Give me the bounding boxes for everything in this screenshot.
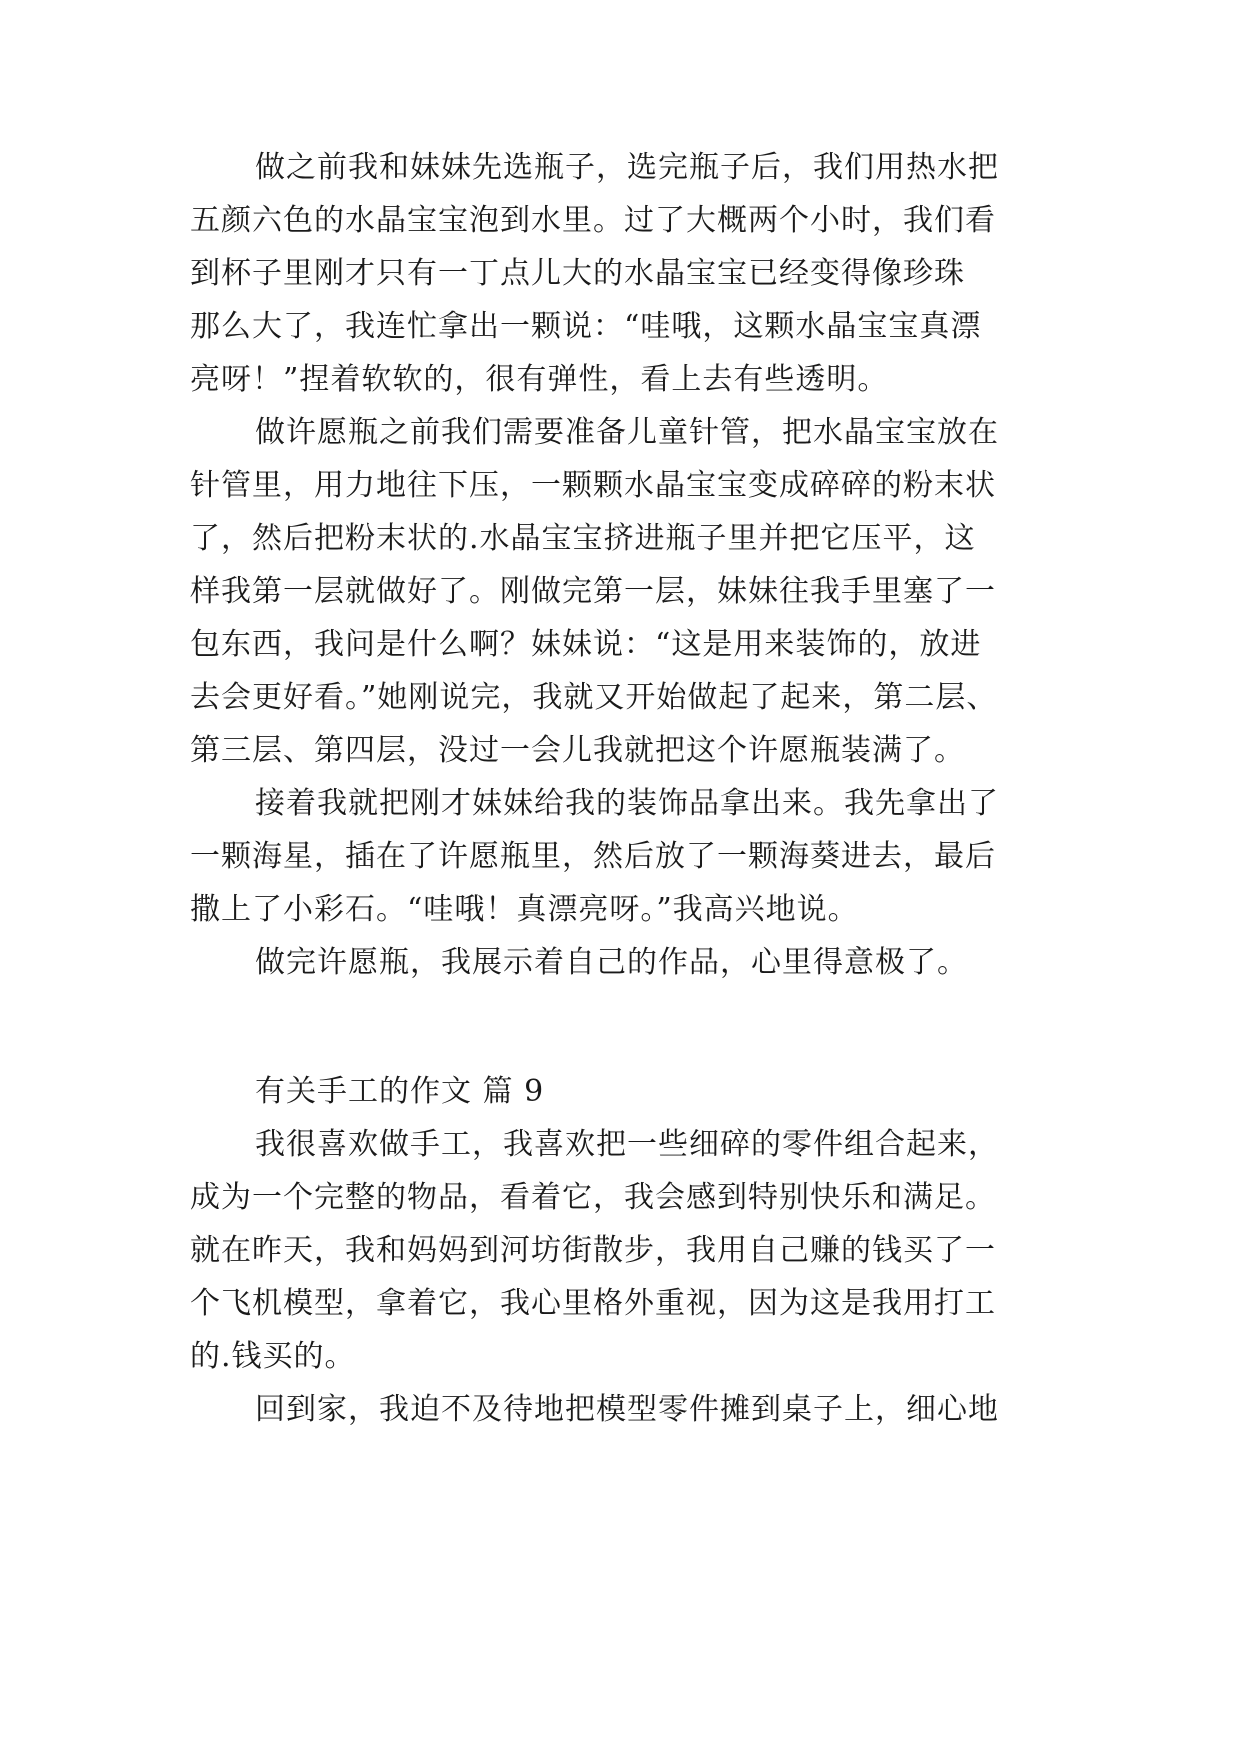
paragraph-line: 接着我就把刚才妹妹给我的装饰品拿出来。我先拿出了	[255, 786, 999, 821]
paragraph-line: 做之前我和妹妹先选瓶子，选完瓶子后，我们用热水把	[255, 150, 999, 185]
paragraph-line: 去会更好看。”她刚说完，我就又开始做起了起来，第二层、	[190, 680, 998, 715]
paragraph-line: 一颗海星，插在了许愿瓶里，然后放了一颗海葵进去，最后	[190, 839, 996, 874]
paragraph-line: 针管里，用力地往下压，一颗颗水晶宝宝变成碎碎的粉末状	[190, 468, 996, 503]
paragraph-line: 的.钱买的。	[190, 1339, 356, 1374]
paragraph-line: 包东西，我问是什么啊？妹妹说：“这是用来装饰的，放进	[190, 627, 982, 662]
paragraph-line: 亮呀！”捏着软软的，很有弹性，看上去有些透明。	[190, 362, 889, 397]
paragraph-line: 回到家，我迫不及待地把模型零件摊到桌子上，细心地	[255, 1392, 999, 1427]
paragraph-line: 做许愿瓶之前我们需要准备儿童针管，把水晶宝宝放在	[255, 415, 999, 450]
paragraph-line: 第三层、第四层，没过一会儿我就把这个许愿瓶装满了。	[190, 733, 965, 768]
paragraph-line: 到杯子里刚才只有一丁点儿大的水晶宝宝已经变得像珍珠	[190, 256, 965, 291]
paragraph-line: 我很喜欢做手工，我喜欢把一些细碎的零件组合起来，	[255, 1127, 999, 1162]
paragraph-line: 了，然后把粉末状的.水晶宝宝挤进瓶子里并把它压平，这	[190, 521, 976, 556]
paragraph-line: 个飞机模型，拿着它，我心里格外重视，因为这是我用打工	[190, 1286, 996, 1321]
section-heading: 有关手工的作文 篇 9	[255, 1074, 545, 1109]
paragraph-line: 做完许愿瓶，我展示着自己的作品，心里得意极了。	[255, 945, 968, 980]
paragraph-line: 样我第一层就做好了。刚做完第一层，妹妹往我手里塞了一	[190, 574, 996, 609]
paragraph-line: 就在昨天，我和妈妈到河坊街散步，我用自己赚的钱买了一	[190, 1233, 996, 1268]
paragraph-line: 撒上了小彩石。“哇哦！真漂亮呀。”我高兴地说。	[190, 892, 859, 927]
paragraph-line: 五颜六色的水晶宝宝泡到水里。过了大概两个小时，我们看	[190, 203, 996, 238]
paragraph-line: 成为一个完整的物品，看着它，我会感到特别快乐和满足。	[190, 1180, 996, 1215]
paragraph-line: 那么大了，我连忙拿出一颗说：“哇哦，这颗水晶宝宝真漂	[190, 309, 982, 344]
